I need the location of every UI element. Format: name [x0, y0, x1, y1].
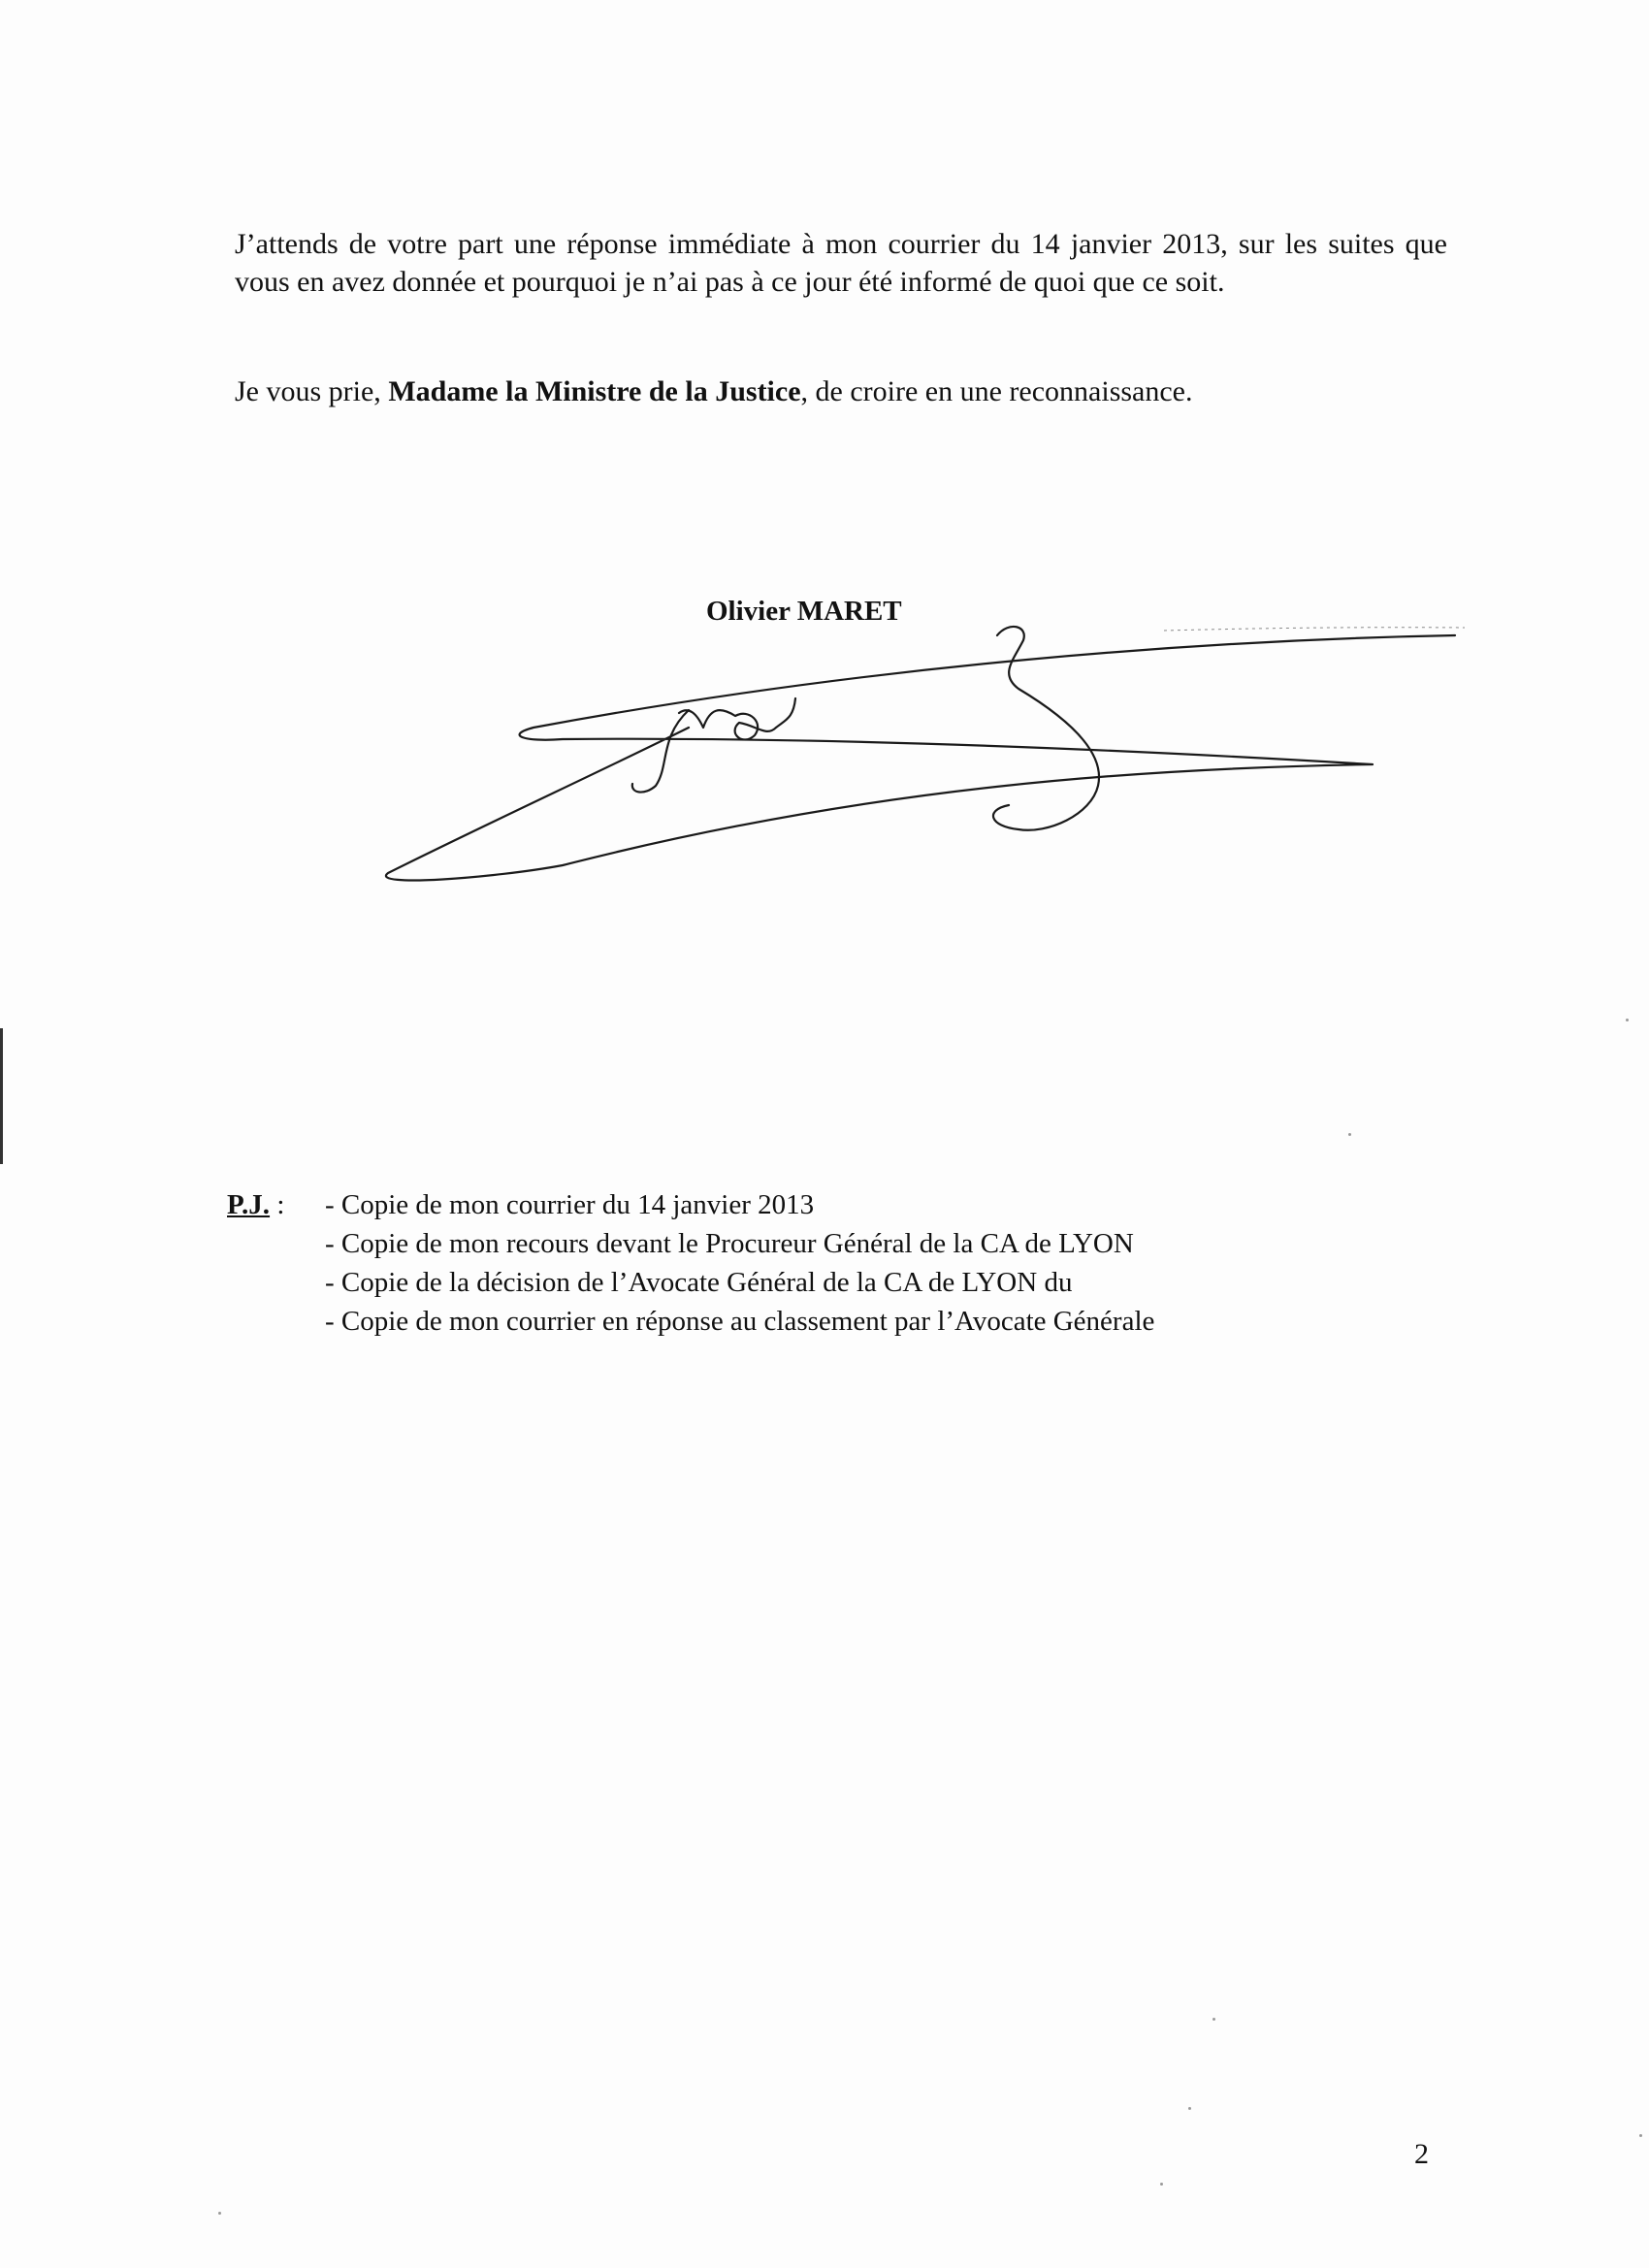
scan-speck [1160, 2183, 1163, 2186]
attachment-item: - Copie de mon recours devant le Procureur Général de la CA de LYON [325, 1228, 1134, 1259]
scan-speck [1188, 2107, 1191, 2110]
closing-text-start: Je vous prie, [235, 375, 389, 407]
paragraph-request: J’attends de votre part une réponse immédiate à mon courrier du 14 janvier 2013, sur les suites que vous en avez donnée et pourquoi je n’ai pas à ce jour été informé de quoi que ce soit. [235, 228, 1447, 298]
attachments-list [325, 1185, 1154, 1341]
attachments-abbrev: P.J. [227, 1189, 271, 1220]
page-number: 2 [1414, 2138, 1429, 2170]
attachments-label [227, 1185, 284, 1224]
attachment-item: - Copie de mon courrier du 14 janvier 2013 [325, 1189, 815, 1220]
scan-speck [1639, 2134, 1642, 2137]
signer-name: Olivier MARET [706, 596, 902, 627]
scan-speck [1626, 1019, 1629, 1021]
attachment-item: - Copie de la décision de l’Avocate Général de la CA de LYON du [325, 1267, 1073, 1298]
closing-text-end: , de croire en une reconnaissance. [800, 375, 1193, 407]
scan-speck [218, 2212, 221, 2215]
attachments-separator: : [270, 1189, 285, 1220]
scan-speck [1212, 2018, 1215, 2021]
scan-edge-mark [0, 1028, 3, 1164]
scan-speck [1348, 1133, 1351, 1136]
addressee-title: Madame la Ministre de la Justice [388, 375, 801, 407]
attachment-item: - Copie de mon courrier en réponse au classement par l’Avocate Générale [325, 1306, 1155, 1337]
handwritten-signature [369, 582, 1474, 902]
paragraph-closing [235, 373, 1447, 410]
